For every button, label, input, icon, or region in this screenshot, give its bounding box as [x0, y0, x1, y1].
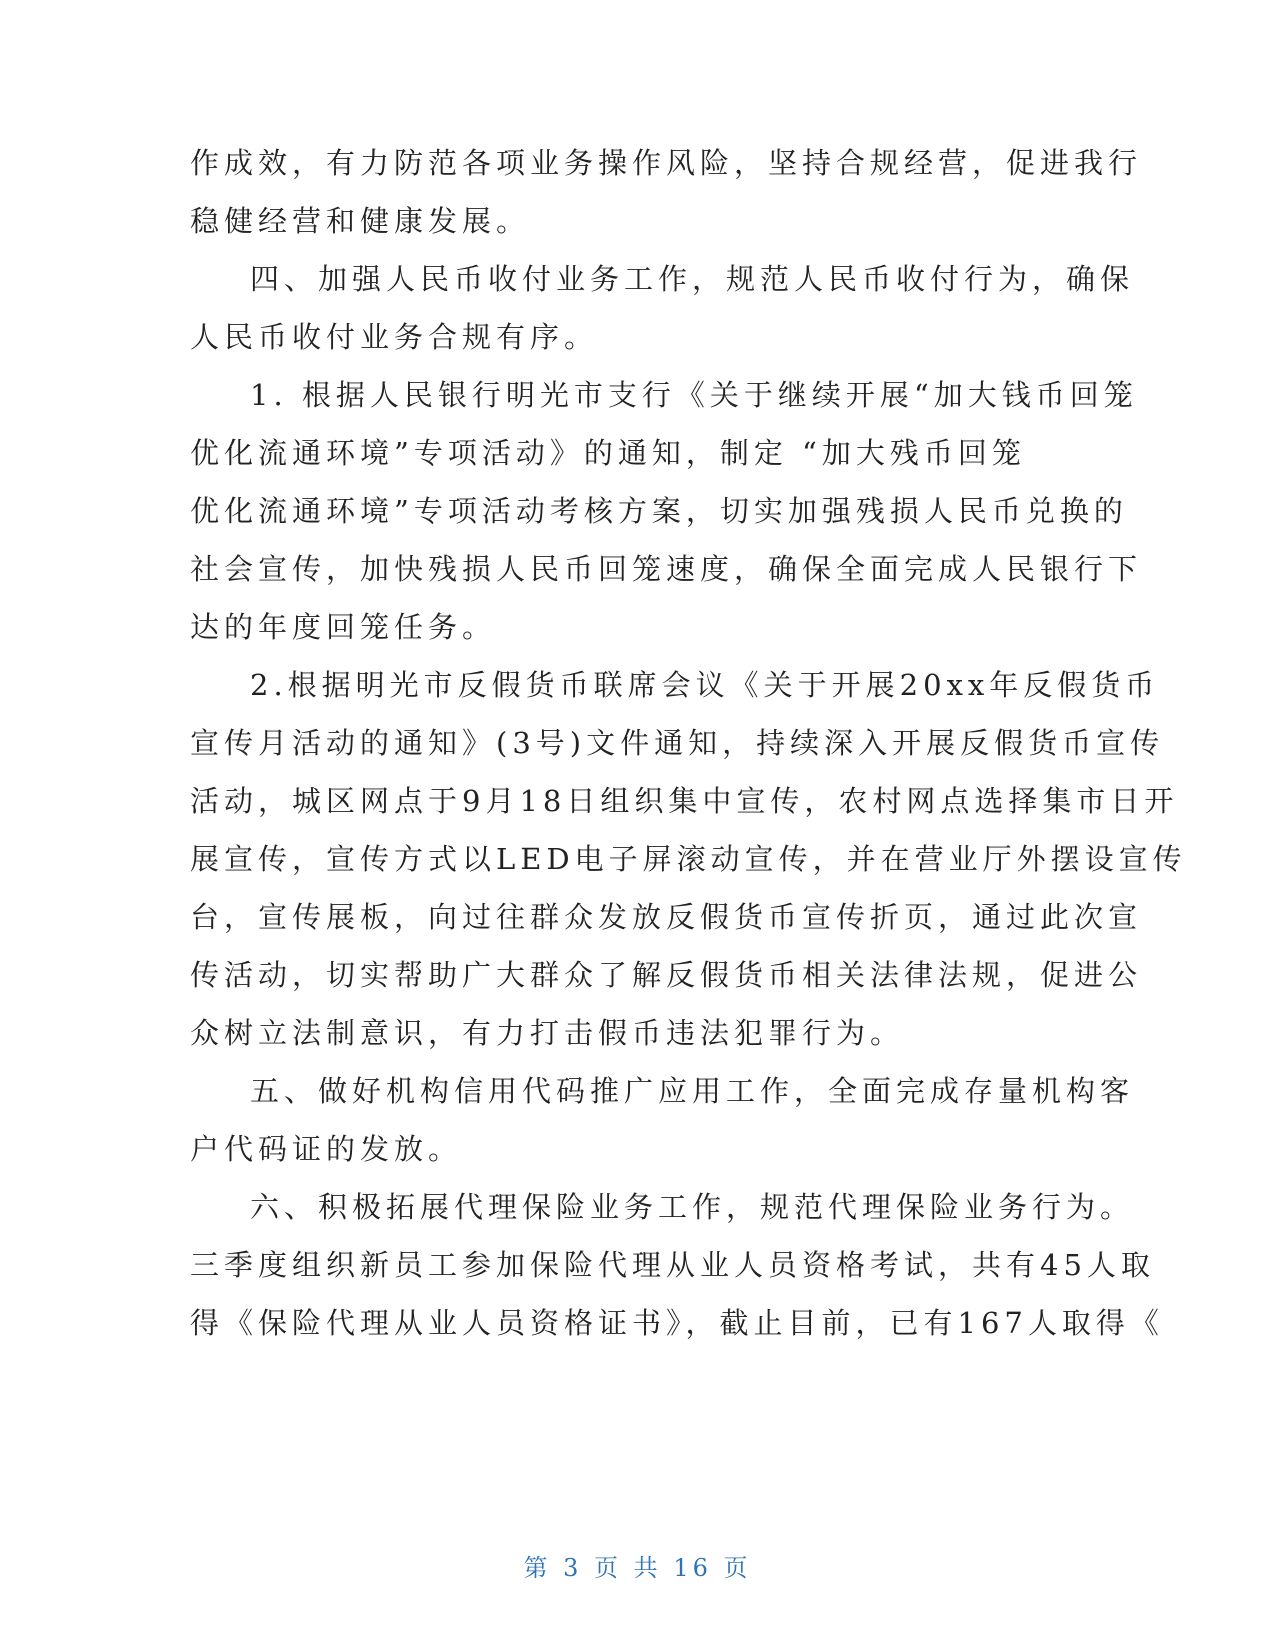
item-1-line-4: 社会宣传，加快残损人民币回笼速度，确保全面完成人民银行下 [190, 552, 1143, 586]
footer-prefix: 第 [523, 1554, 552, 1582]
item-2-line-2: 宣传月活动的通知》(3号)文件通知，持续深入开展反假货币宣传 [190, 726, 1165, 760]
section-heading-5-line-1: 五、做好机构信用代码推广应用工作，全面完成存量机构客 [250, 1074, 1135, 1108]
item-1-line-5: 达的年度回笼任务。 [190, 610, 497, 644]
item-1-line-3: 优化流通环境”专项活动考核方案，切实加强残损人民币兑换的 [190, 494, 1128, 528]
item-1-line-1: 1. 根据人民银行明光市支行《关于继续开展“加大钱币回笼 [250, 378, 1138, 412]
section-heading-6-line-1: 六、积极拓展代理保险业务工作，规范代理保险业务行为。 [250, 1190, 1135, 1224]
section-heading-4-line-2: 人民币收付业务合规有序。 [190, 320, 599, 354]
item-2-line-1: 2.根据明光市反假货币联席会议《关于开展20xx年反假货币 [250, 668, 1160, 702]
footer-middle: 页 共 [594, 1554, 662, 1582]
item-2-line-5: 台，宣传展板，向过往群众发放反假货币宣传折页，通过此次宣 [190, 900, 1143, 934]
current-page-number: 3 [563, 1554, 583, 1582]
total-page-count: 16 [673, 1554, 712, 1582]
section-heading-4-line-1: 四、加强人民币收付业务工作，规范人民币收付行为，确保 [250, 262, 1135, 296]
item-2-line-7: 众树立法制意识，有力打击假币违法犯罪行为。 [190, 1016, 905, 1050]
section-6-line-3: 得《保险代理从业人员资格证书》，截止目前，已有167人取得《 [190, 1306, 1164, 1340]
item-2-line-4: 展宣传，宣传方式以LED电子屏滚动宣传，并在营业厅外摆设宣传 [190, 842, 1187, 876]
body-line-1: 作成效，有力防范各项业务操作风险，坚持合规经营，促进我行 [190, 146, 1143, 180]
page-footer [0, 1552, 1275, 1584]
footer-suffix: 页 [723, 1554, 752, 1582]
item-2-line-6: 传活动，切实帮助广大群众了解反假货币相关法律法规，促进公 [190, 958, 1143, 992]
item-2-line-3: 活动，城区网点于9月18日组织集中宣传，农村网点选择集市日开 [190, 784, 1179, 818]
section-heading-5-line-2: 户代码证的发放。 [190, 1132, 463, 1166]
section-6-line-2: 三季度组织新员工参加保险代理从业人员资格考试，共有45人取 [190, 1248, 1155, 1282]
item-1-line-2: 优化流通环境”专项活动》的通知，制定 “加大残币回笼 [190, 436, 1026, 470]
body-line-2: 稳健经营和健康发展。 [190, 204, 531, 238]
